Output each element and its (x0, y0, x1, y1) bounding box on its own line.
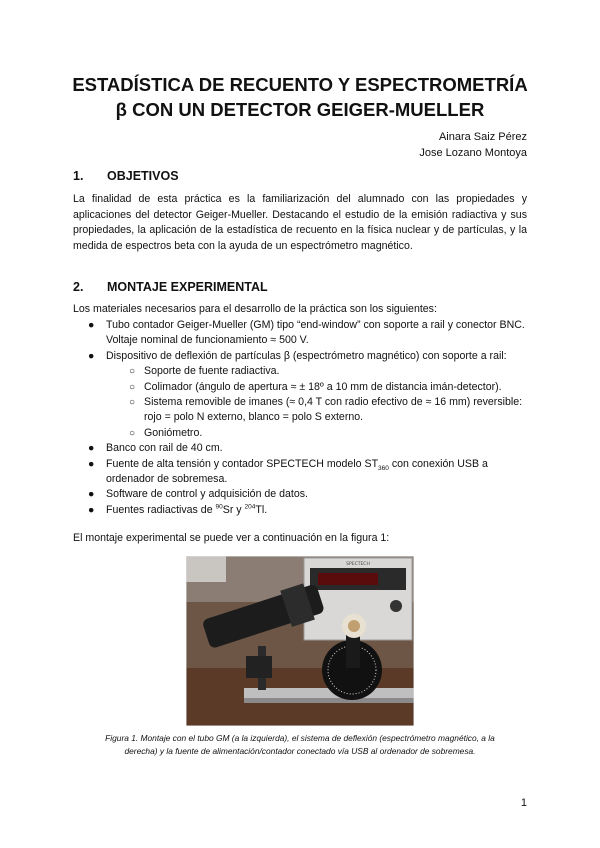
page-title (40, 72, 560, 122)
led-display (318, 573, 378, 585)
materials-intro: Los materiales necesarios para el desarrollo de la práctica son los siguientes: (73, 303, 437, 315)
title-line-2: β CON UN DETECTOR GEIGER-MUELLER (115, 99, 485, 120)
monitor-left (186, 556, 226, 582)
section-heading-objectives (73, 168, 179, 184)
sub-item-text: Goniómetro. (144, 426, 203, 439)
materials-list (73, 318, 533, 518)
isotope-mass: 90 (215, 503, 223, 511)
list-item-text: Fuente de alta tensión y contador SPECTECH modelo ST (106, 457, 379, 470)
sub-item-text: Colimador (ángulo de apertura ≈ ± 18º a 10 mm de distancia imán-detector). (144, 380, 502, 393)
list-item (73, 349, 533, 364)
list-item (73, 487, 533, 502)
list-item (73, 318, 533, 349)
section-number: 1. (73, 169, 84, 183)
list-item-text: Fuentes radiactivas de (106, 503, 216, 516)
counter-knob (390, 600, 402, 612)
list-item-text-cont: y (233, 503, 245, 516)
counter-label: SPECTECH (346, 562, 370, 567)
author-1: Ainara Saiz Pérez (438, 131, 527, 143)
lab-setup-photo (186, 556, 414, 726)
figure-caption (80, 732, 520, 758)
list-item-text-cont: con conexión USB a ordenador de sobremesa. (106, 457, 488, 486)
gm-mount (246, 656, 272, 678)
sub-item-text: Soporte de fuente radiactiva. (144, 365, 280, 378)
objectives-paragraph: La finalidad de esta práctica es la familiarización del alumnado con las propiedades y aplicaciones del detector Geiger-Mueller. Destacando el estudio de la emisión radiactiva y sus propiedades, la aplicación de la estadística de recuento en la física nuclear y de partículas, y la medida de espectros beta con la ayuda de un espectrómetro magnético. (73, 193, 527, 252)
circle-bullet-icon: ○ (129, 397, 136, 409)
circle-bullet-icon: ○ (129, 381, 136, 393)
isotope-symbol: Tl. (255, 503, 268, 516)
model-subscript: 360 (378, 464, 389, 472)
sub-list-item (73, 364, 533, 379)
sub-list-item (73, 380, 533, 395)
page-number: 1 (520, 797, 527, 809)
caption-line-1: Figura 1. Montaje con el tubo GM (a la izquierda), el sistema de deflexión (espectrómetro magnético, a la (105, 733, 495, 743)
list-item-text: Software de control y adquisición de datos. (106, 488, 308, 501)
section-number: 2. (73, 280, 84, 294)
bullet-icon: ● (88, 319, 95, 331)
section-heading-setup (73, 279, 268, 295)
source-center (348, 620, 360, 632)
section-title: MONTAJE EXPERIMENTAL (107, 280, 268, 294)
list-item (73, 441, 533, 456)
list-item-text: Tubo contador Geiger-Mueller (GM) tipo “end-window” con soporte a rail y conector BNC. Voltaje nominal de funcionamiento ≈ 500 V. (106, 319, 525, 347)
rail-bench (244, 688, 414, 698)
isotope-symbol: Sr (222, 503, 234, 516)
caption-line-2: derecha) y la fuente de alimentación/contador conectado vía USB al ordenador de sobremesa. (124, 746, 476, 756)
title-line-1: ESTADÍSTICA DE RECUENTO Y ESPECTROMETRÍA (72, 74, 528, 95)
isotope-mass: 204 (244, 503, 256, 511)
circle-bullet-icon: ○ (129, 427, 136, 439)
author-2: Jose Lozano Montoya (419, 147, 527, 159)
sub-list-item (73, 426, 533, 441)
rail-base (244, 698, 414, 703)
bullet-icon: ● (88, 503, 95, 516)
list-item (73, 503, 533, 518)
bullet-icon: ● (88, 457, 95, 470)
figure-intro: El montaje experimental se puede ver a continuación en la figura 1: (73, 532, 390, 544)
circle-bullet-icon: ○ (129, 366, 136, 378)
figure-photo (186, 556, 414, 726)
bullet-icon: ● (88, 349, 95, 362)
list-item-text: Dispositivo de deflexión de partículas β (espectrómetro magnético) con soporte a rail: (106, 349, 507, 362)
bullet-icon: ● (88, 442, 95, 455)
list-item-text: Banco con rail de 40 cm. (106, 442, 223, 455)
sub-item-text: Sistema removible de imanes (≈ 0,4 T con radio efectivo de ≈ 16 mm) reversible: rojo = polo N externo, blanco = polo S externo. (144, 396, 523, 424)
list-item (73, 457, 533, 488)
bullet-icon: ● (88, 488, 95, 501)
authors-block (419, 129, 527, 161)
sub-list-item (73, 395, 533, 426)
section-title: OBJETIVOS (107, 169, 179, 183)
